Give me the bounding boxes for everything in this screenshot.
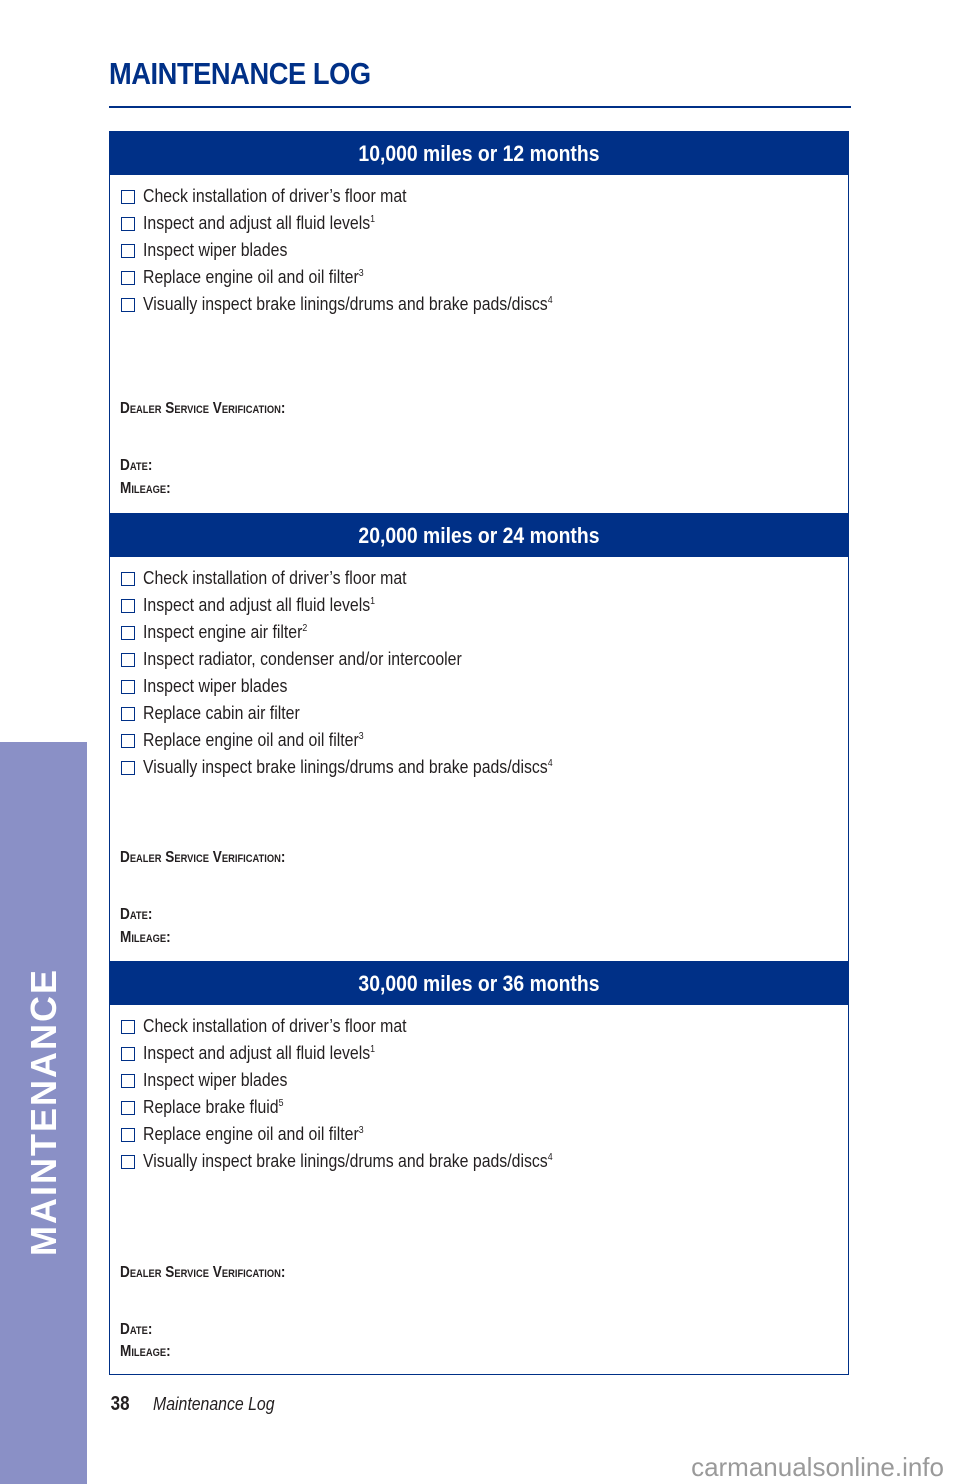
checkbox[interactable] [121,1074,135,1088]
checkbox[interactable] [121,572,135,586]
service-interval-section [109,961,849,1375]
checklist-item-text: Inspect engine air filter [143,622,303,642]
checkbox[interactable] [121,244,135,258]
checklist-item[interactable] [121,700,848,727]
footnote-ref: 4 [547,1152,553,1163]
interval-heading [110,962,848,1005]
footnote-ref: 1 [370,1044,376,1055]
checkbox[interactable] [121,1101,135,1115]
mileage-label: Mileage: [120,480,171,497]
checklist-item[interactable] [121,1067,848,1094]
watermark: carmanualsonline.info [691,1452,944,1482]
checklist-item[interactable] [121,727,848,754]
page-footer [109,1393,291,1416]
checklist-item-text: Inspect wiper blades [143,1070,288,1090]
checklist-item[interactable] [121,291,848,318]
checkbox[interactable] [121,271,135,285]
checkbox[interactable] [121,1047,135,1061]
checklist [110,175,848,318]
checklist-item[interactable] [121,646,848,673]
side-tab-label: MAINTENANCE [23,968,64,1256]
checkbox[interactable] [121,1128,135,1142]
dealer-verification-label: Dealer Service Verification: [120,400,286,417]
checklist-item[interactable] [121,565,848,592]
checklist-item-text: Replace engine oil and oil filter [143,1124,359,1144]
checklist-item-text: Replace engine oil and oil filter [143,267,359,287]
checkbox[interactable] [121,190,135,204]
checklist-item-text: Check installation of driver’s floor mat [143,1016,407,1036]
checklist-item-text: Inspect and adjust all fluid levels [143,213,371,233]
footnote-ref: 3 [358,731,364,742]
checklist-item-text: Inspect and adjust all fluid levels [143,595,371,615]
checklist-item-text: Visually inspect brake linings/drums and brake pads/discs [143,1151,548,1171]
checklist-item[interactable] [121,1094,848,1121]
interval-heading [110,514,848,557]
checklist-item[interactable] [121,264,848,291]
checkbox[interactable] [121,298,135,312]
interval-heading-text: 30,000 miles or 36 months [358,971,600,996]
checkbox[interactable] [121,680,135,694]
checkbox[interactable] [121,761,135,775]
checklist-item[interactable] [121,754,848,781]
checklist [110,1005,848,1175]
interval-heading-text: 20,000 miles or 24 months [358,523,600,548]
date-label: Date: [120,457,153,474]
footnote-ref: 4 [547,758,553,769]
checklist-item[interactable] [121,1148,848,1175]
footnote-ref: 3 [358,1125,364,1136]
footer-section-title: Maintenance Log [152,1394,275,1414]
footnote-ref: 4 [547,295,553,306]
checklist-item-text: Check installation of driver’s floor mat [143,568,407,588]
title-divider [109,106,851,108]
interval-heading [110,132,848,175]
checkbox[interactable] [121,1020,135,1034]
checklist-item[interactable] [121,1040,848,1067]
checkbox[interactable] [121,626,135,640]
checkbox[interactable] [121,217,135,231]
checklist-item[interactable] [121,210,848,237]
checkbox[interactable] [121,599,135,613]
checklist-item-text: Replace cabin air filter [143,703,300,723]
checklist-item-text: Inspect wiper blades [143,676,288,696]
checklist-item-text: Visually inspect brake linings/drums and brake pads/discs [143,294,548,314]
checkbox[interactable] [121,1155,135,1169]
checklist-item[interactable] [121,183,848,210]
checklist-item-text: Inspect and adjust all fluid levels [143,1043,371,1063]
checklist-item-text: Replace brake fluid [143,1097,279,1117]
date-label: Date: [120,906,153,923]
footnote-ref: 1 [370,596,376,607]
checklist-item-text: Inspect wiper blades [143,240,288,260]
page-title: MAINTENANCE LOG [109,56,371,91]
checklist-item-text: Visually inspect brake linings/drums and brake pads/discs [143,757,548,777]
checklist-item-text: Replace engine oil and oil filter [143,730,359,750]
checklist-item[interactable] [121,237,848,264]
service-interval-section [109,513,849,962]
dealer-verification-label: Dealer Service Verification: [120,849,286,866]
checklist-item[interactable] [121,592,848,619]
checklist-item[interactable] [121,619,848,646]
footnote-ref: 1 [370,214,376,225]
mileage-label: Mileage: [120,1343,171,1360]
footnote-ref: 5 [278,1098,284,1109]
checklist [110,557,848,781]
service-interval-section [109,131,849,514]
checkbox[interactable] [121,734,135,748]
interval-heading-text: 10,000 miles or 12 months [358,141,600,166]
checklist-item-text: Check installation of driver’s floor mat [143,186,407,206]
checklist-item[interactable] [121,673,848,700]
checkbox[interactable] [121,707,135,721]
checklist-item-text: Inspect radiator, condenser and/or intercooler [143,649,462,669]
checklist-item[interactable] [121,1013,848,1040]
page-number: 38 [110,1393,130,1415]
footnote-ref: 3 [358,268,364,279]
footnote-ref: 2 [302,623,308,634]
date-label: Date: [120,1321,153,1338]
checklist-item[interactable] [121,1121,848,1148]
dealer-verification-label: Dealer Service Verification: [120,1264,286,1281]
checkbox[interactable] [121,653,135,667]
mileage-label: Mileage: [120,929,171,946]
